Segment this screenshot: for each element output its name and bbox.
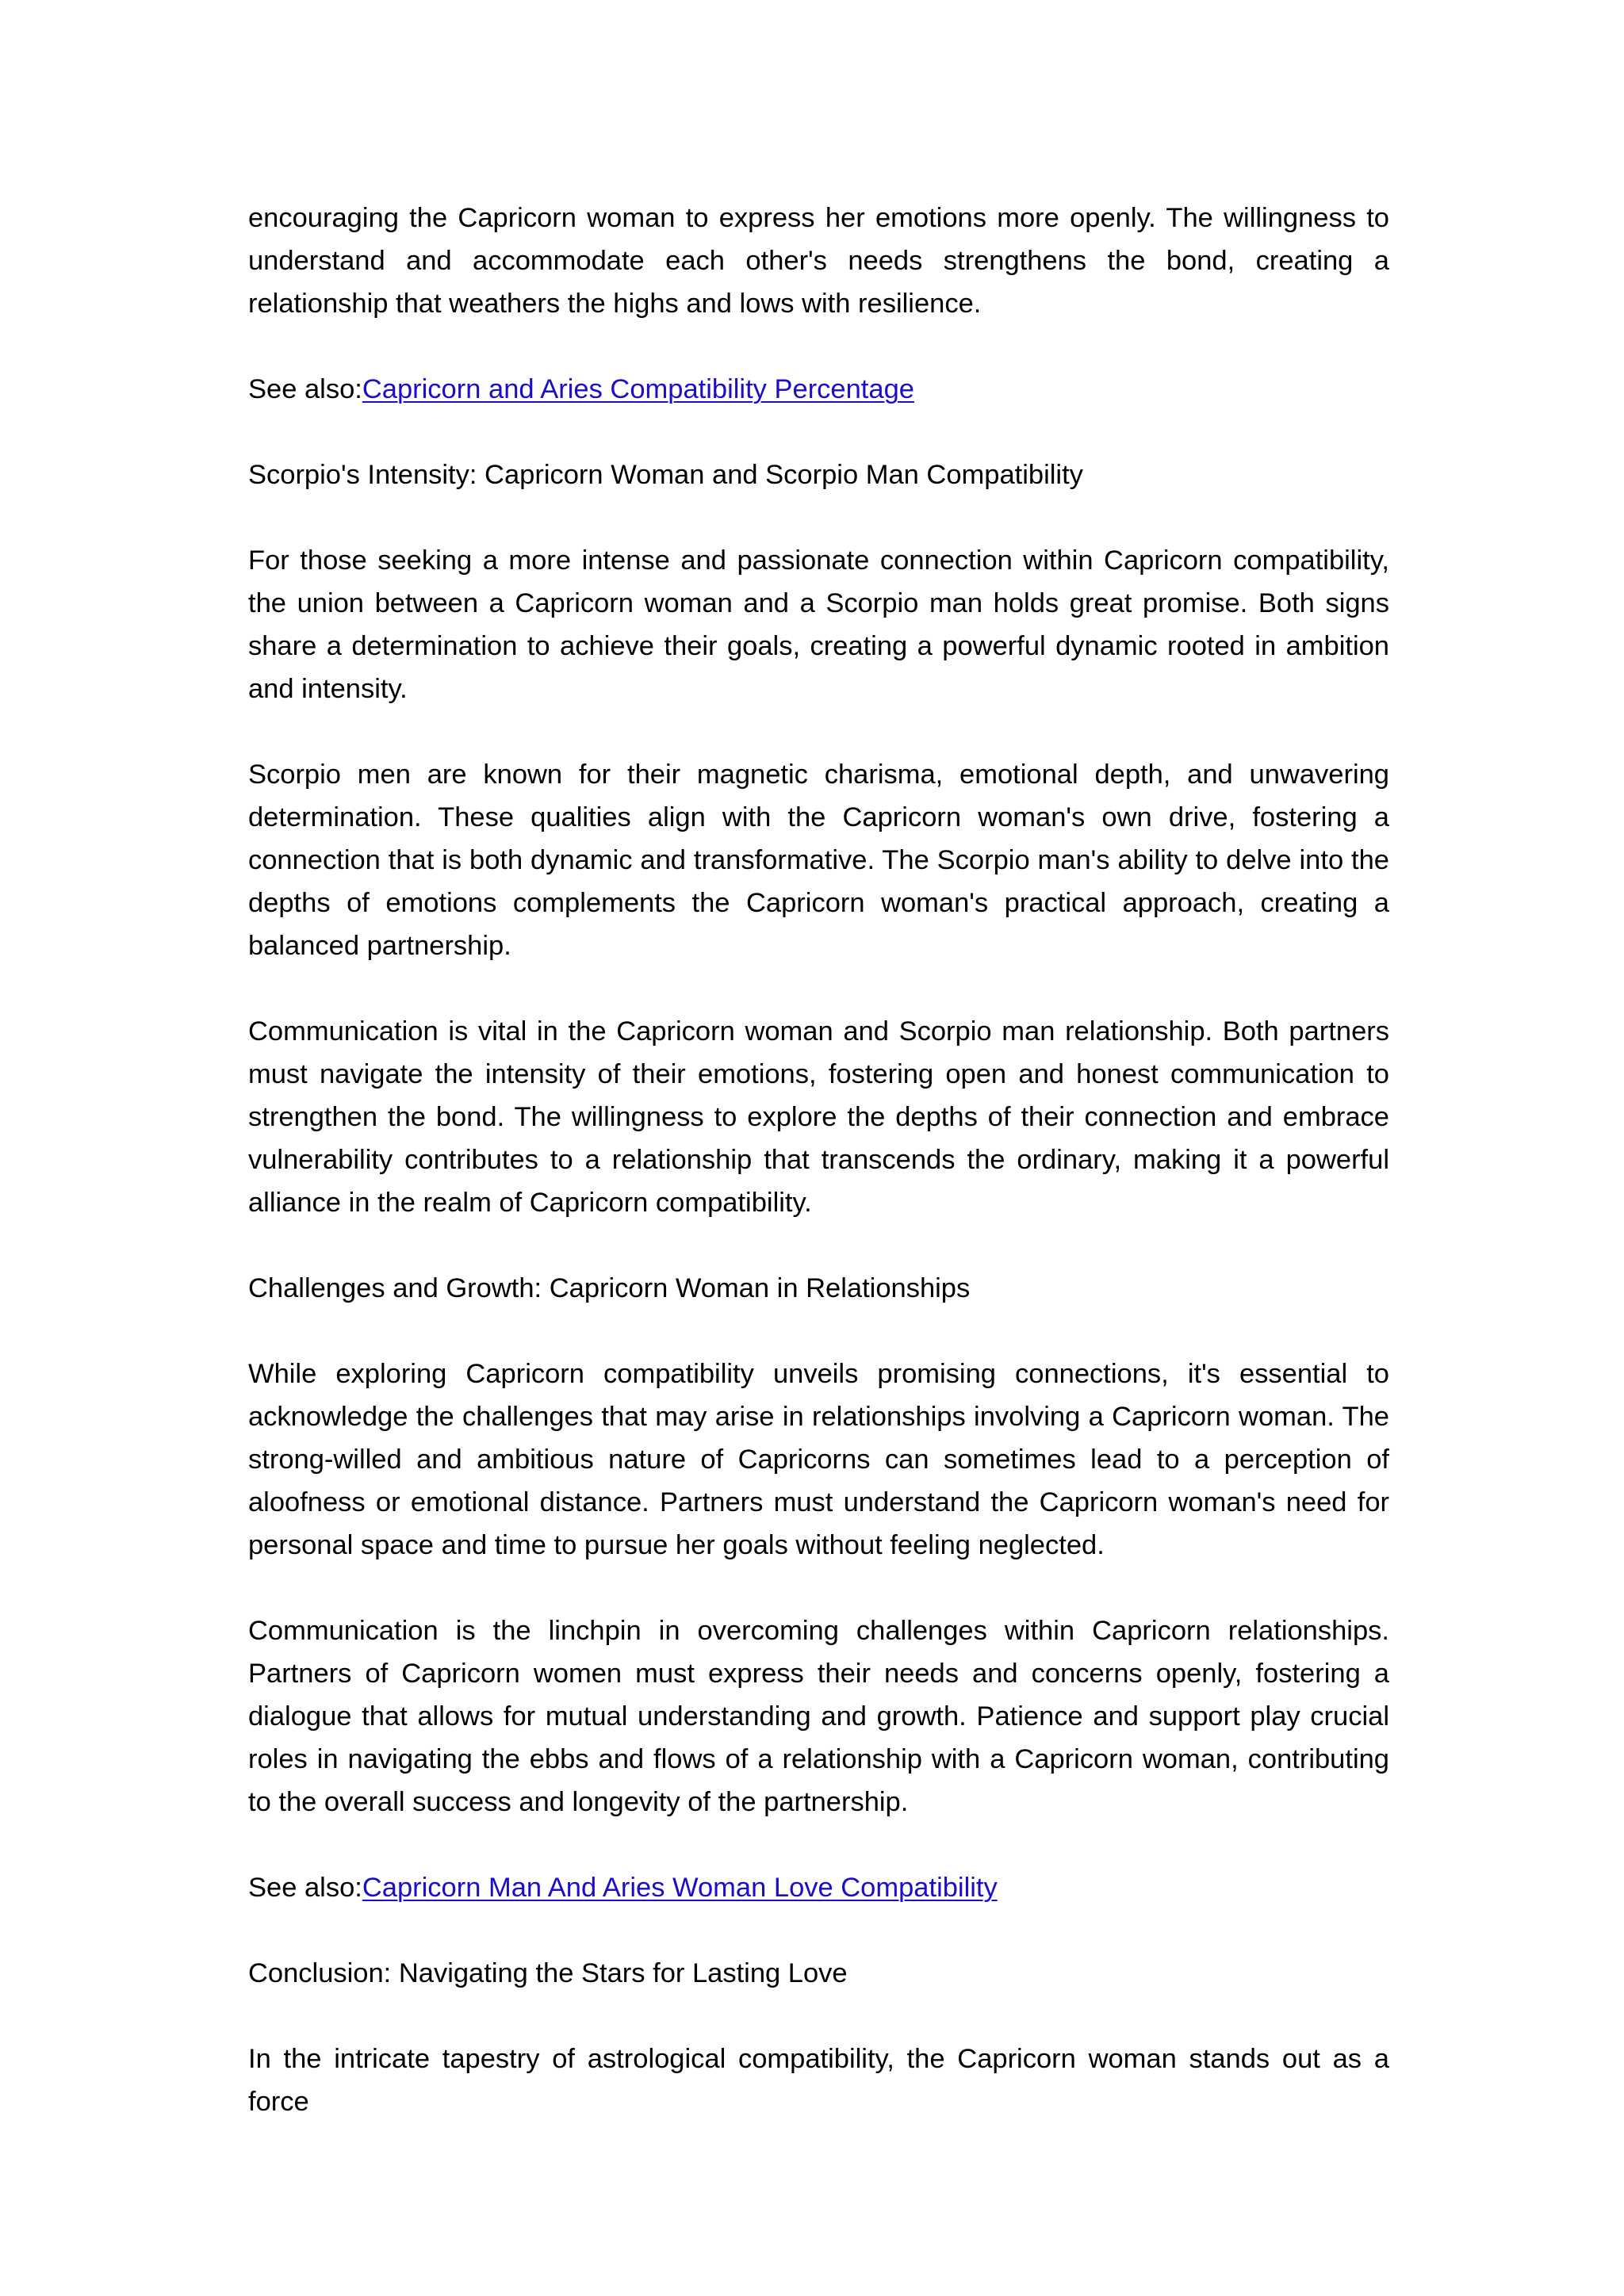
paragraph: In the intricate tapestry of astrological compatibility, the Capricorn woman stands out as a force xyxy=(248,2044,1389,2117)
section-heading: Challenges and Growth: Capricorn Woman in Relationships xyxy=(248,1273,971,1303)
section-heading: Conclusion: Navigating the Stars for Lasting Love xyxy=(248,1958,848,1988)
paragraph: Scorpio men are known for their magnetic charisma, emotional depth, and unwavering determination. These qualities align with the Capricorn woman's own drive, fostering a connection that is both dynamic and transformative. The Scorpio man's ability to delve into the depths of emotions complements the Capricorn woman's practical approach, creating a balanced partnership. xyxy=(248,760,1389,961)
see-also-line xyxy=(248,1866,1389,1909)
see-also-prefix: See also: xyxy=(248,1873,362,1903)
see-also-link[interactable]: Capricorn and Aries Compatibility Percentage xyxy=(362,374,914,404)
paragraph: encouraging the Capricorn woman to express her emotions more openly. The willingness to understand and accommodate each other's needs strengthens the bond, creating a relationship that weathers the highs and lows with resilience. xyxy=(248,203,1389,319)
paragraph: Communication is the linchpin in overcoming challenges within Capricorn relationships. Partners of Capricorn women must express their needs and concerns openly, fostering a dialogue that allows for mutual understanding and growth. Patience and support play crucial roles in navigating the ebbs and flows of a relationship with a Capricorn woman, contributing to the overall success and longevity of the partnership. xyxy=(248,1616,1389,1817)
see-also-line xyxy=(248,368,1389,411)
paragraph: For those seeking a more intense and passionate connection within Capricorn compatibility, the union between a Capricorn woman and a Scorpio man holds great promise. Both signs share a determination to achieve their goals, creating a powerful dynamic rooted in ambition and intensity. xyxy=(248,545,1389,704)
document-page xyxy=(248,197,1389,2166)
see-also-link[interactable]: Capricorn Man And Aries Woman Love Compatibility xyxy=(362,1873,998,1903)
see-also-prefix: See also: xyxy=(248,374,362,404)
paragraph: While exploring Capricorn compatibility unveils promising connections, it's essential to acknowledge the challenges that may arise in relationships involving a Capricorn woman. The strong-willed and ambitious nature of Capricorns can sometimes lead to a perception of aloofness or emotional distance. Partners must understand the Capricorn woman's need for personal space and time to pursue her goals without feeling neglected. xyxy=(248,1359,1389,1560)
section-heading: Scorpio's Intensity: Capricorn Woman and Scorpio Man Compatibility xyxy=(248,460,1083,490)
paragraph: Communication is vital in the Capricorn woman and Scorpio man relationship. Both partners must navigate the intensity of their emotions, fostering open and honest communication to strengthen the bond. The willingness to explore the depths of their connection and embrace vulnerability contributes to a relationship that transcends the ordinary, making it a powerful alliance in the realm of Capricorn compatibility. xyxy=(248,1016,1389,1218)
